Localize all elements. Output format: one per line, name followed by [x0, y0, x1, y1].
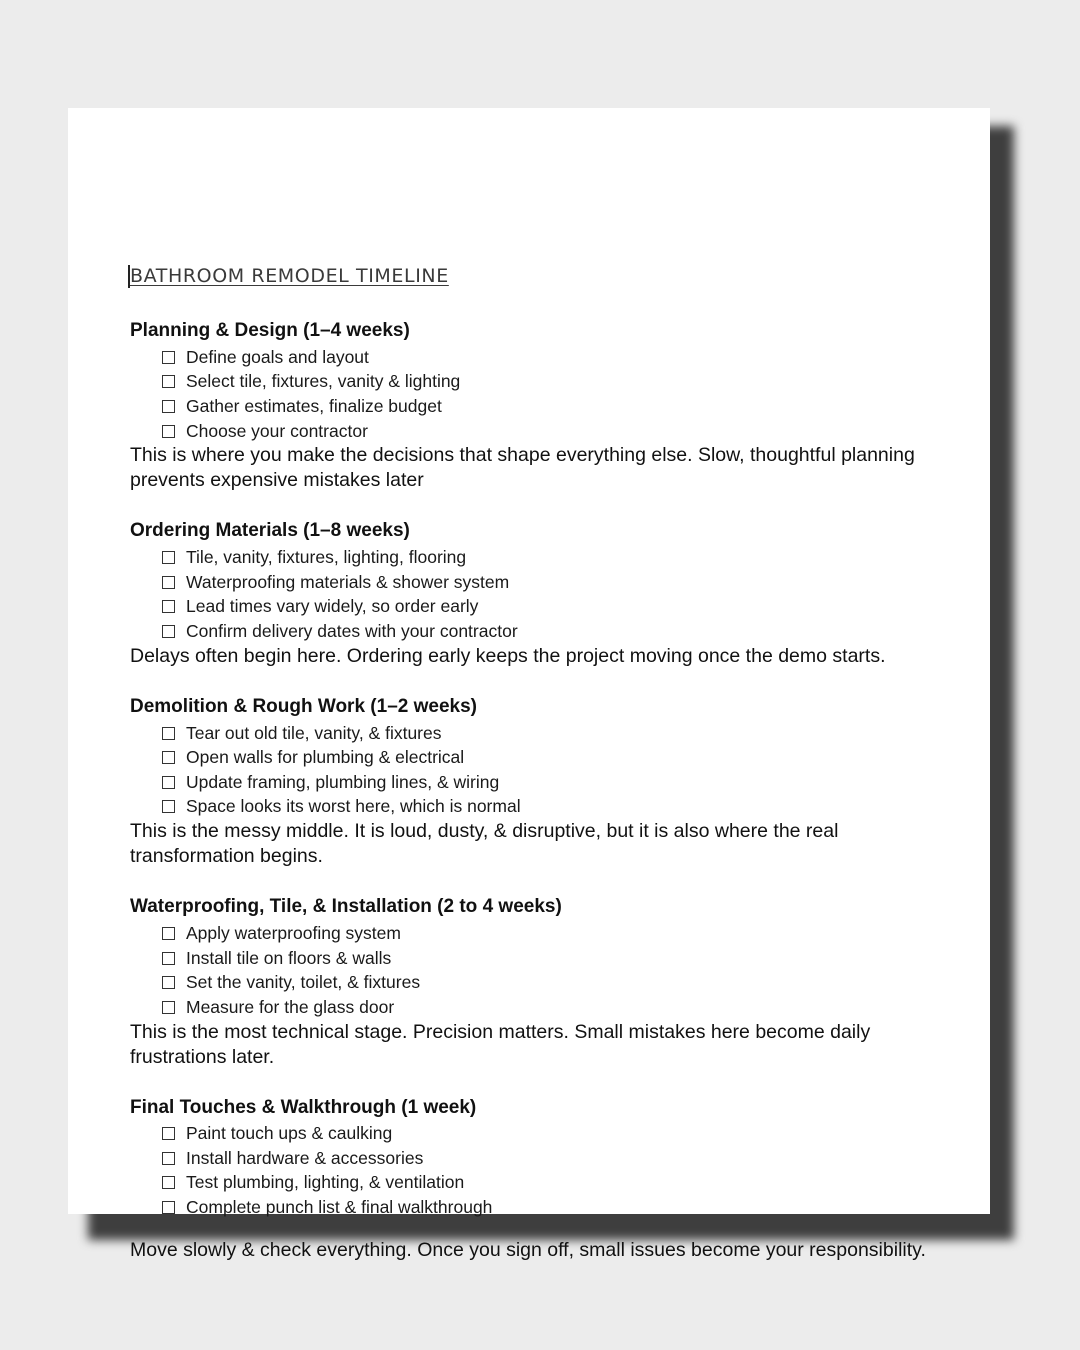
checkbox[interactable] — [162, 375, 175, 388]
checkbox[interactable] — [162, 351, 175, 364]
checklist-item-label: Measure for the glass door — [186, 996, 395, 1017]
checklist-item — [162, 946, 960, 971]
checklist-item — [162, 394, 960, 419]
checkbox[interactable] — [162, 1001, 175, 1014]
checklist-item — [162, 1171, 960, 1196]
section-ordering-materials — [130, 517, 960, 668]
section-planning-design — [130, 317, 960, 493]
checklist-item — [162, 619, 960, 644]
checklist-item-label: Space looks its worst here, which is normal — [186, 796, 521, 817]
checklist-item-label: Gather estimates, finalize budget — [186, 395, 442, 416]
section-note: Delays often begin here. Ordering early keeps the project moving once the demo starts. — [130, 644, 886, 667]
checklist-item-label: Tear out old tile, vanity, & fixtures — [186, 722, 442, 743]
checkbox[interactable] — [162, 625, 175, 638]
section-heading: Planning & Design (1–4 weeks) — [130, 320, 410, 341]
checklist-item — [162, 995, 960, 1020]
checklist-item-label: Paint touch ups & caulking — [186, 1123, 393, 1144]
checklist-item — [162, 1122, 960, 1147]
checkbox[interactable] — [162, 776, 175, 789]
section-heading: Demolition & Rough Work (1–2 weeks) — [130, 695, 477, 717]
checklist-item — [162, 345, 960, 370]
checklist — [130, 1122, 960, 1220]
checklist-item — [162, 545, 960, 570]
checklist-item-label: Tile, vanity, fixtures, lighting, flooring — [186, 547, 467, 568]
checklist — [130, 921, 960, 1019]
checkbox[interactable] — [162, 1127, 175, 1140]
checklist-item-label: Set the vanity, toilet, & fixtures — [186, 972, 421, 993]
checklist-item-label: Choose your contractor — [186, 420, 368, 441]
checkbox[interactable] — [162, 952, 175, 965]
checklist-item-label: Select tile, fixtures, vanity & lighting — [186, 371, 461, 392]
checkbox[interactable] — [162, 727, 175, 740]
checklist-item — [162, 595, 960, 620]
section-note: This is where you make the decisions that shape everything else. Slow, thoughtful planning prevents expensive mistakes later — [130, 444, 915, 492]
checkbox[interactable] — [162, 800, 175, 813]
checklist-item — [162, 721, 960, 746]
checklist — [130, 545, 960, 643]
checklist-item-label: Apply waterproofing system — [186, 922, 401, 943]
checklist-item-label: Open walls for plumbing & electrical — [186, 747, 465, 768]
checkbox[interactable] — [162, 1201, 175, 1214]
checklist-item — [162, 1195, 960, 1220]
section-heading: Final Touches & Walkthrough (1 week) — [130, 1096, 477, 1118]
checklist — [130, 345, 960, 443]
timeline-sections — [130, 317, 960, 1263]
checklist-item-label: Install hardware & accessories — [186, 1147, 424, 1168]
checklist — [130, 721, 960, 819]
checkbox[interactable] — [162, 551, 175, 564]
checklist-item-label: Define goals and layout — [186, 346, 369, 367]
document-page — [68, 108, 990, 1261]
checklist-item-label: Install tile on floors & walls — [186, 947, 392, 968]
checkbox[interactable] — [162, 1152, 175, 1165]
document-title: BATHROOM REMODEL TIMELINE — [130, 265, 449, 287]
section-waterproofing-tile-installation — [130, 893, 960, 1069]
checklist-item — [162, 795, 960, 820]
checklist-item-label: Lead times vary widely, so order early — [186, 596, 479, 617]
checklist-item — [162, 770, 960, 795]
checkbox[interactable] — [162, 976, 175, 989]
checklist-item — [162, 970, 960, 995]
section-demolition-rough-work — [130, 693, 960, 869]
closing-note: Move slowly & check everything. Once you sign off, small issues become your responsibility. — [130, 1238, 926, 1261]
checklist-item — [162, 921, 960, 946]
checkbox[interactable] — [162, 400, 175, 413]
section-final-touches-walkthrough — [130, 1094, 960, 1220]
checkbox[interactable] — [162, 600, 175, 613]
checklist-item-label: Update framing, plumbing lines, & wiring — [186, 771, 500, 792]
checkbox[interactable] — [162, 425, 175, 438]
checklist-item — [162, 570, 960, 595]
section-heading: Waterproofing, Tile, & Installation (2 to 4 weeks) — [130, 896, 562, 918]
section-note: This is the messy middle. It is loud, dusty, & disruptive, but it is also where the real transformation begins. — [130, 820, 839, 868]
checklist-item — [162, 370, 960, 395]
checklist-item-label: Waterproofing materials & shower system — [186, 571, 510, 592]
checklist-item — [162, 745, 960, 770]
checkbox[interactable] — [162, 576, 175, 589]
checkbox[interactable] — [162, 751, 175, 764]
section-heading: Ordering Materials (1–8 weeks) — [130, 520, 410, 542]
checkbox[interactable] — [162, 1176, 175, 1189]
checklist-item — [162, 419, 960, 444]
section-note: This is the most technical stage. Precision matters. Small mistakes here become daily frustrations later. — [130, 1020, 871, 1068]
checklist-item-label: Test plumbing, lighting, & ventilation — [186, 1172, 465, 1193]
checklist-item-label: Complete punch list & final walkthrough — [186, 1197, 493, 1218]
checklist-item — [162, 1146, 960, 1171]
checklist-item-label: Confirm delivery dates with your contractor — [186, 620, 518, 641]
checkbox[interactable] — [162, 927, 175, 940]
